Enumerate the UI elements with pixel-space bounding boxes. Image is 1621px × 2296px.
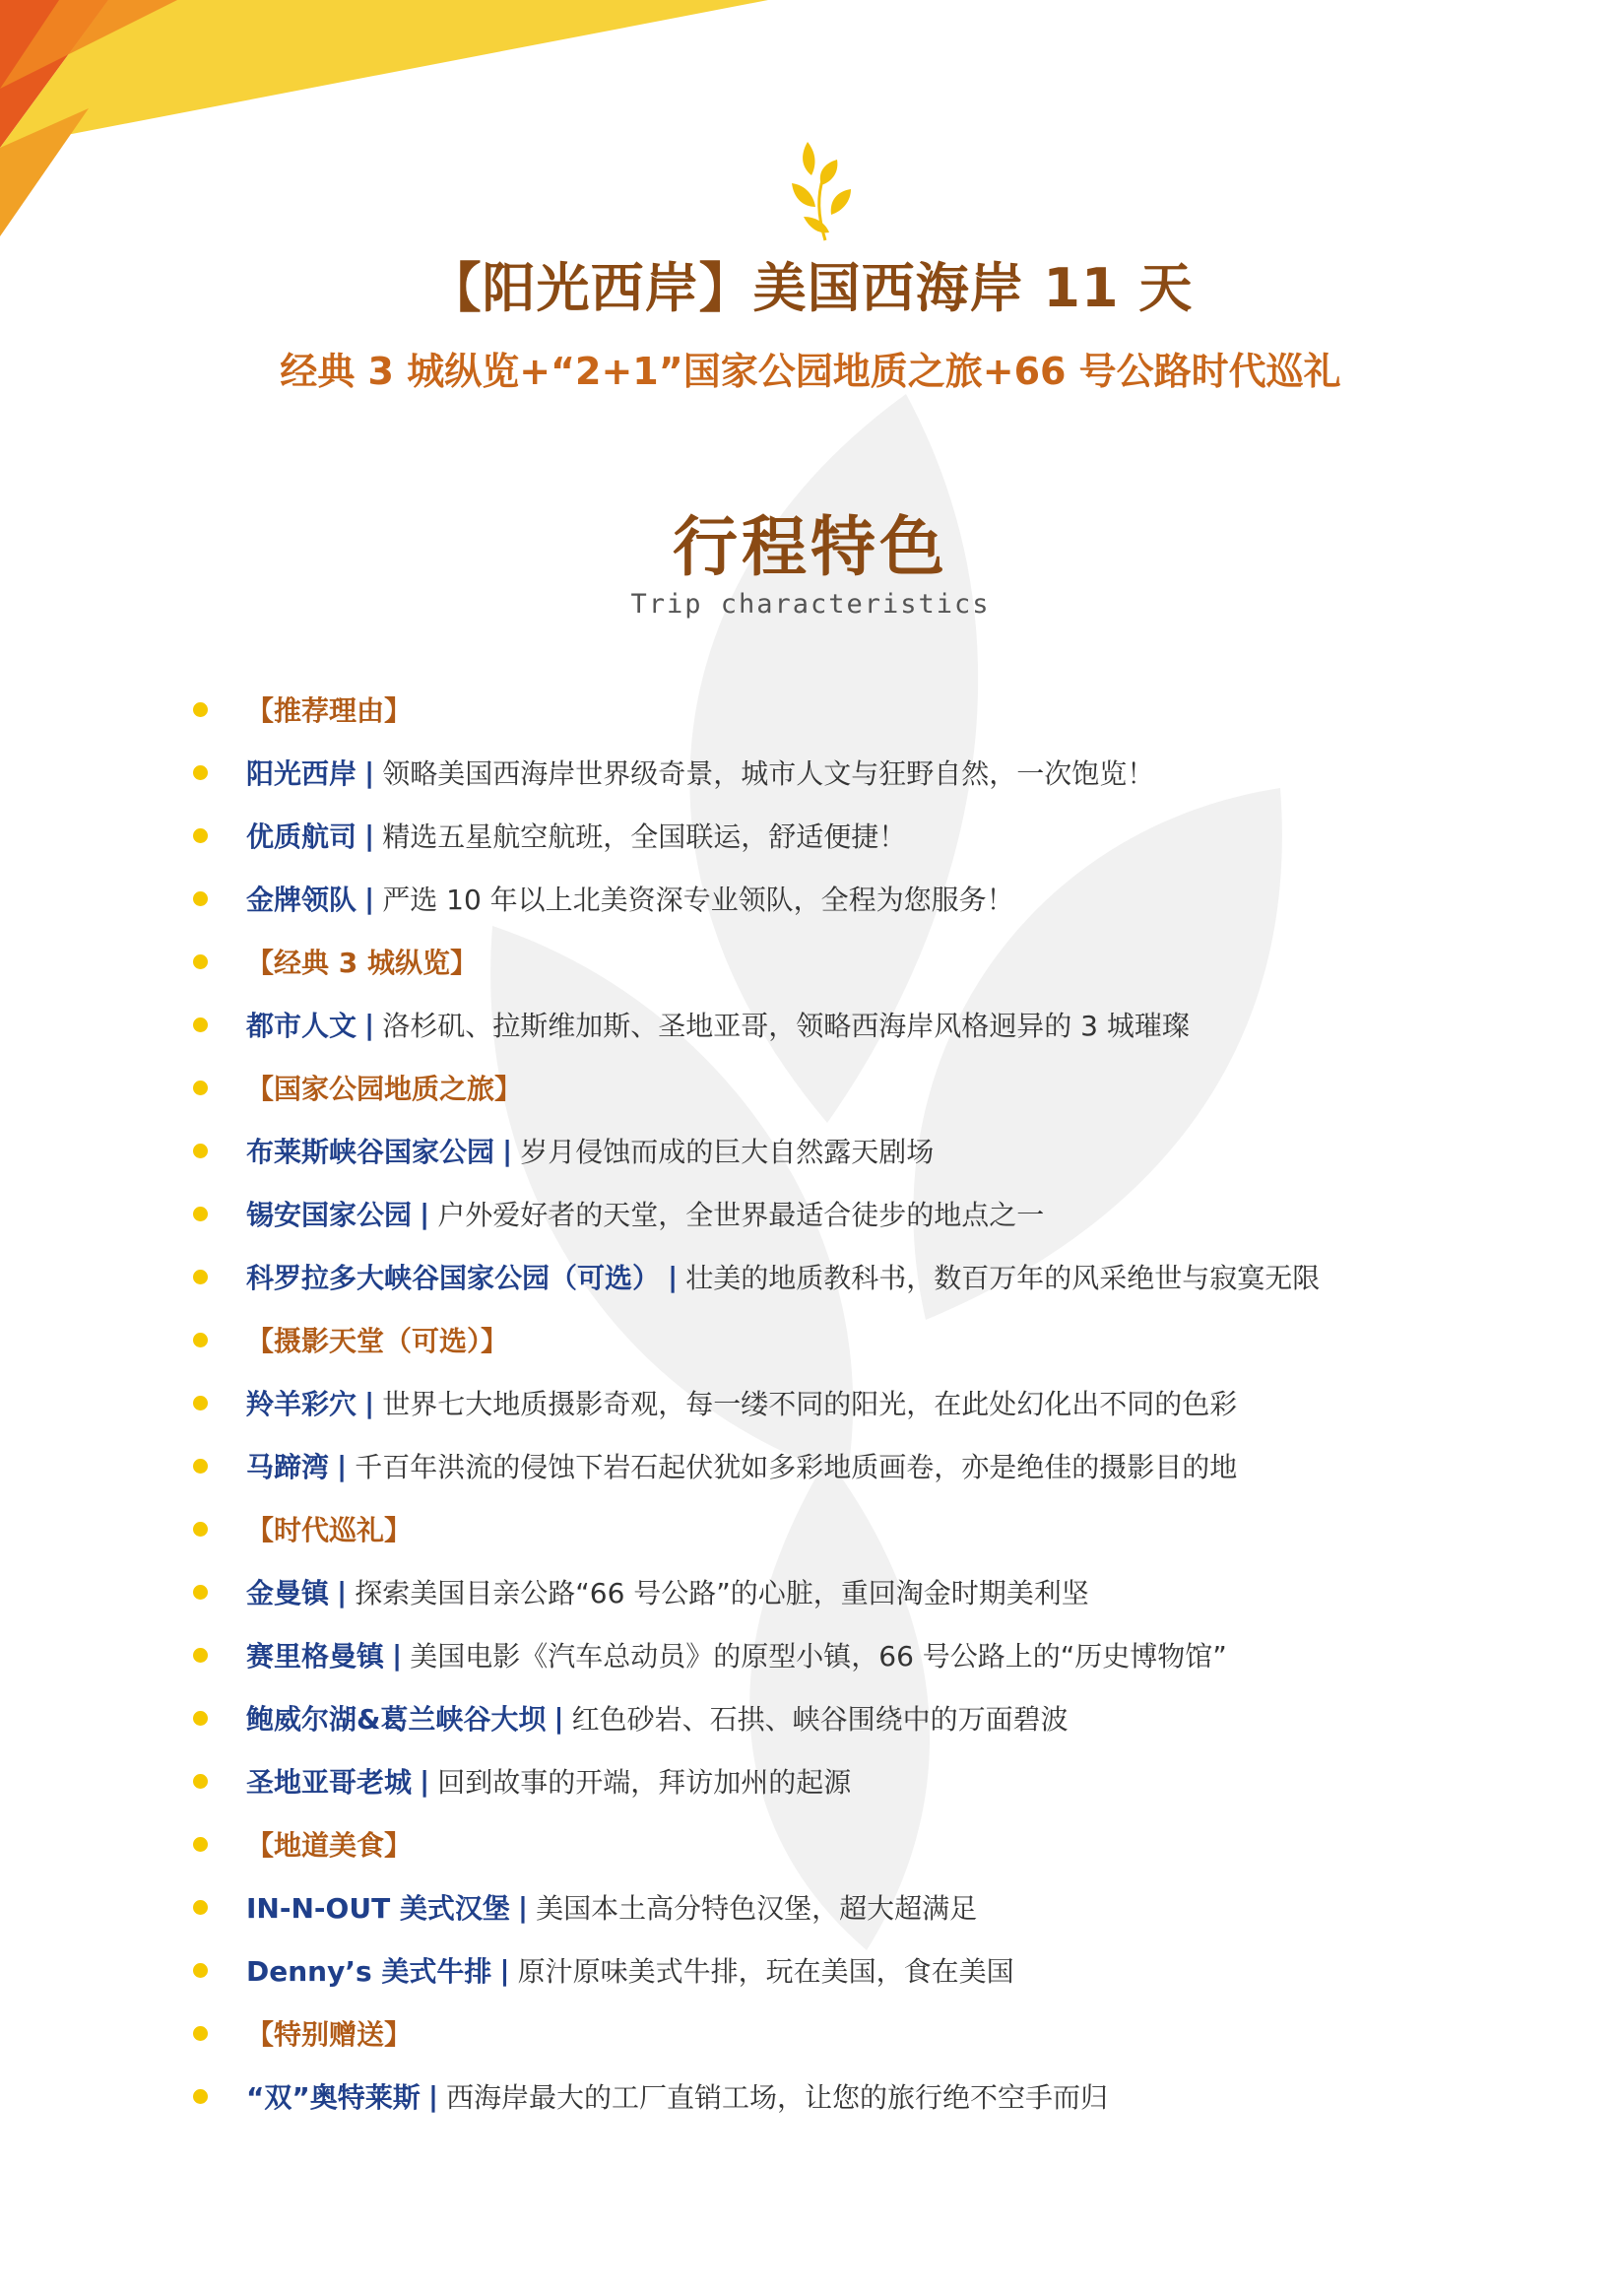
separator: |: [668, 1260, 679, 1293]
list-item: [193, 741, 1473, 804]
list-item: [193, 1182, 1473, 1245]
row-text: [246, 879, 1014, 918]
separator: |: [364, 1386, 375, 1419]
row-text: [246, 1509, 412, 1548]
separator: |: [337, 1449, 348, 1482]
item-description: 壮美的地质教科书，数百万年的风采绝世与寂寞无限: [685, 1262, 1321, 1294]
list-heading: [193, 1812, 1473, 1875]
section-subtitle: Trip characteristics: [630, 589, 991, 620]
separator: |: [427, 2079, 439, 2113]
list-heading: [193, 930, 1473, 993]
item-name: 阳光西岸: [246, 757, 357, 790]
bullet-dot-icon: [193, 1900, 208, 1915]
row-text: [246, 1194, 1044, 1233]
row-text: [246, 753, 1154, 792]
category-heading: 【国家公园地质之旅】: [246, 1073, 523, 1105]
category-heading: 【摄影天堂（可选）】: [246, 1325, 509, 1357]
item-name: 羚羊彩穴: [246, 1388, 357, 1420]
bullet-dot-icon: [193, 828, 208, 843]
bullet-dot-icon: [193, 1711, 208, 1726]
row-text: [246, 1887, 977, 1927]
row-text: [246, 1635, 1227, 1674]
item-description: 洛杉矶、拉斯维加斯、圣地亚哥，领略西海岸风格迥异的 3 城璀璨: [382, 1010, 1190, 1042]
list-item: [193, 1434, 1473, 1497]
bullet-dot-icon: [193, 954, 208, 969]
item-name: 鲍威尔湖&葛兰峡谷大坝: [246, 1703, 547, 1736]
feature-list: [193, 678, 1473, 2128]
list-heading: [193, 678, 1473, 741]
bullet-dot-icon: [193, 702, 208, 717]
corner-decoration: [0, 0, 788, 256]
item-description: 回到故事的开端，拜访加州的起源: [437, 1766, 852, 1799]
bullet-dot-icon: [193, 1017, 208, 1032]
item-name: “双”奥特莱斯: [246, 2081, 421, 2114]
bullet-dot-icon: [193, 765, 208, 780]
bullet-dot-icon: [193, 2089, 208, 2104]
list-heading: [193, 1497, 1473, 1560]
item-description: 红色砂岩、石拱、峡谷围绕中的万面碧波: [571, 1703, 1069, 1736]
row-text: [246, 1068, 522, 1107]
row-text: [246, 942, 478, 981]
bullet-dot-icon: [193, 1207, 208, 1221]
list-item: [193, 1119, 1473, 1182]
row-text: [246, 1257, 1320, 1296]
bullet-dot-icon: [193, 891, 208, 906]
item-name: 圣地亚哥老城: [246, 1766, 413, 1799]
item-name: 科罗拉多大峡谷国家公园（可选）: [246, 1262, 661, 1294]
category-heading: 【时代巡礼】: [246, 1514, 413, 1546]
row-text: [246, 1761, 851, 1801]
list-item: [193, 867, 1473, 930]
item-description: 千百年洪流的侵蚀下岩石起伏犹如多彩地质画卷，亦是绝佳的摄影目的地: [355, 1451, 1238, 1483]
list-item: [193, 804, 1473, 867]
separator: |: [392, 1638, 403, 1672]
row-text: [246, 1824, 412, 1864]
list-item: [193, 1623, 1473, 1686]
separator: |: [499, 1953, 510, 1987]
item-name: 都市人文: [246, 1010, 357, 1042]
row-text: [246, 1131, 934, 1170]
category-heading: 【特别赠送】: [246, 2018, 413, 2051]
list-item: [193, 1245, 1473, 1308]
bullet-dot-icon: [193, 1333, 208, 1347]
item-name: 锡安国家公园: [246, 1199, 413, 1231]
item-description: 精选五星航空航班，全国联运，舒适便捷！: [382, 820, 907, 853]
row-text: [246, 1320, 508, 1359]
bullet-dot-icon: [193, 1081, 208, 1095]
logo-icon: [778, 138, 867, 246]
section-title: 行程特色: [673, 509, 948, 585]
list-item: [193, 1371, 1473, 1434]
separator: |: [364, 755, 375, 789]
separator: |: [337, 1575, 348, 1608]
list-heading: [193, 2001, 1473, 2065]
item-name: 金曼镇: [246, 1577, 330, 1609]
item-name: 赛里格曼镇: [246, 1640, 385, 1673]
item-name: 布莱斯峡谷国家公园: [246, 1136, 495, 1168]
row-text: [246, 1383, 1237, 1422]
bullet-dot-icon: [193, 1522, 208, 1537]
item-description: 岁月侵蚀而成的巨大自然露天剧场: [520, 1136, 935, 1168]
item-name: 马蹄湾: [246, 1451, 330, 1483]
page-subtitle: 经典 3 城纵览+“2+1”国家公园地质之旅+66 号公路时代巡礼: [280, 350, 1341, 393]
list-item: [193, 2065, 1473, 2128]
bullet-dot-icon: [193, 1459, 208, 1474]
list-item: [193, 1938, 1473, 2001]
row-text: [246, 1446, 1237, 1485]
list-heading: [193, 1308, 1473, 1371]
list-item: [193, 993, 1473, 1056]
item-description: 严选 10 年以上北美资深专业领队，全程为您服务！: [382, 884, 1014, 916]
separator: |: [517, 1890, 529, 1924]
category-heading: 【经典 3 城纵览】: [246, 947, 478, 979]
item-description: 西海岸最大的工厂直销工场，让您的旅行绝不空手而归: [446, 2081, 1109, 2114]
separator: |: [420, 1197, 430, 1230]
row-text: [246, 689, 412, 729]
page-title: 【阳光西岸】美国西海岸 11 天: [427, 257, 1194, 319]
bullet-dot-icon: [193, 1648, 208, 1663]
item-name: Denny’s 美式牛排: [246, 1955, 492, 1988]
row-text: [246, 2013, 412, 2053]
bullet-dot-icon: [193, 1837, 208, 1852]
item-description: 世界七大地质摄影奇观，每一缕不同的阳光，在此处幻化出不同的色彩: [382, 1388, 1238, 1420]
separator: |: [553, 1701, 564, 1735]
item-description: 户外爱好者的天堂，全世界最适合徒步的地点之一: [437, 1199, 1045, 1231]
bullet-dot-icon: [193, 1144, 208, 1158]
separator: |: [420, 1764, 430, 1798]
separator: |: [364, 819, 375, 852]
row-text: [246, 1572, 1089, 1611]
list-item: [193, 1875, 1473, 1938]
list-item: [193, 1560, 1473, 1623]
separator: |: [502, 1134, 513, 1167]
item-description: 美国本土高分特色汉堡，超大超满足: [536, 1892, 978, 1925]
bullet-dot-icon: [193, 1963, 208, 1978]
item-name: IN-N-OUT 美式汉堡: [246, 1892, 510, 1925]
item-name: 优质航司: [246, 820, 357, 853]
list-item: [193, 1749, 1473, 1812]
bullet-dot-icon: [193, 1396, 208, 1410]
item-description: 原汁原味美式牛排，玩在美国，食在美国: [517, 1955, 1014, 1988]
separator: |: [364, 882, 375, 915]
bullet-dot-icon: [193, 1774, 208, 1789]
list-heading: [193, 1056, 1473, 1119]
bullet-dot-icon: [193, 2026, 208, 2041]
category-heading: 【推荐理由】: [246, 694, 413, 727]
row-text: [246, 1005, 1190, 1044]
bullet-dot-icon: [193, 1270, 208, 1284]
separator: |: [364, 1008, 375, 1041]
item-name: 金牌领队: [246, 884, 357, 916]
bullet-dot-icon: [193, 1585, 208, 1600]
row-text: [246, 1950, 1014, 1990]
item-description: 探索美国目亲公路“66 号公路”的心脏，重回淘金时期美利坚: [355, 1577, 1089, 1609]
category-heading: 【地道美食】: [246, 1829, 413, 1862]
row-text: [246, 2076, 1108, 2116]
item-description: 美国电影《汽车总动员》的原型小镇，66 号公路上的“历史博物馆”: [410, 1640, 1227, 1673]
row-text: [246, 1698, 1069, 1738]
list-item: [193, 1686, 1473, 1749]
row-text: [246, 816, 906, 855]
item-description: 领略美国西海岸世界级奇景，城市人文与狂野自然，一次饱览！: [382, 757, 1155, 790]
